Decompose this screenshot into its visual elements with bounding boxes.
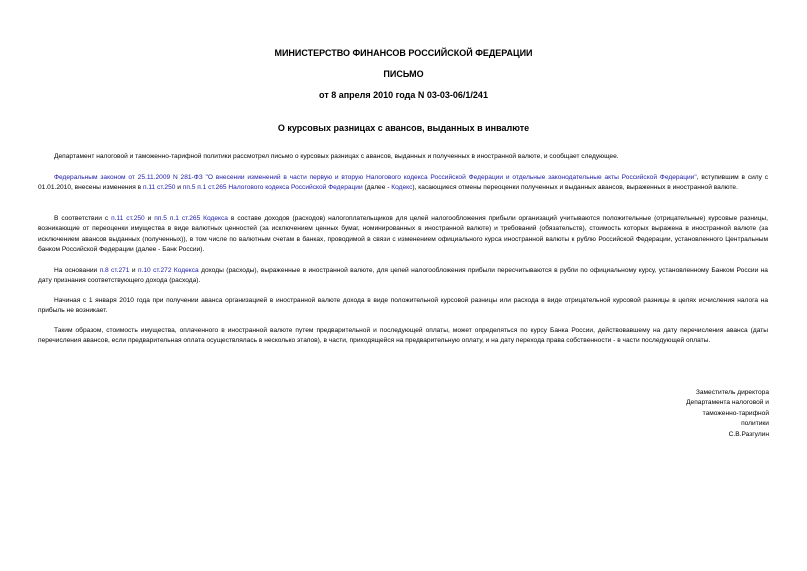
- paragraph-2-text-2: и: [175, 184, 183, 192]
- paragraph-2-text-3: (далее -: [362, 184, 392, 192]
- paragraph-3-text-3: в составе доходов (расходов) налогоплательщиков для целей налогообложения прибыли организаций учитываются положительные (отрицательные) курсовые разницы, возникающие от переоценки имущества в виде валютных ценностей (за исключением ценных бумаг, номинированных в иностранной валюте) и требований (обязательств), стоимость которых выражена в иностранной валюте (за исключением авансов выданных (полученных)), в том числе по валютным счетам в банках, проводимой в связи с изменением официального курса иностранной валюты к рублю Российской Федерации, установленного Центральным банком Российской Федерации (далее - Банк России).: [38, 215, 768, 254]
- date-number-heading: от 8 апреля 2010 года N 03-03-06/1/241: [319, 90, 488, 100]
- paragraph-4: [38, 266, 768, 287]
- doc-type-heading: ПИСЬМО: [383, 69, 424, 79]
- article-272-code-link[interactable]: п.10 ст.272 Кодекса: [137, 267, 199, 274]
- paragraph-2: [38, 173, 768, 194]
- article-265-code-link[interactable]: пп.5 п.1 ст.265 Кодекса: [154, 215, 228, 222]
- paragraph-2-text-1: , вступившим в силу с 01.01.2010, внесены изменения в: [38, 174, 769, 192]
- signature-line-1: Заместитель директора: [695, 389, 769, 396]
- paragraph-4-text-3: доходы (расходы), выраженные в иностранной валюте, для целей налогообложения прибыли пересчитываются в рубли по официальному курсу, установленному Банком России на дату признания соответствующего дохода (расхода).: [38, 267, 768, 285]
- code-link[interactable]: Кодекс: [391, 184, 413, 192]
- paragraph-4-text-2: и: [129, 267, 138, 274]
- signature-line-5: С.В.Разгулин: [728, 430, 769, 438]
- article-265-tax-code-link[interactable]: пп.5 п.1 ст.265 Налогового кодекса Российской Федерации: [182, 184, 363, 192]
- paragraph-4-text-1: На основании: [54, 267, 100, 274]
- signature-block: [609, 388, 769, 440]
- signature-line-4: политики: [741, 420, 769, 428]
- article-271-link[interactable]: п.8 ст.271: [99, 267, 130, 274]
- signature-line-2: Департамента налоговой и: [686, 399, 769, 407]
- paragraph-5: Начиная с 1 января 2010 года при получении аванса организацией в иностранной валюте дохода в виде положительной курсовой разницы или расхода в виде отрицательной курсовой разницы в целях исчисления налога на прибыль не возникает.: [38, 297, 768, 315]
- paragraph-3-text-2: и: [144, 215, 155, 222]
- federal-law-link[interactable]: Федеральным законом от 25.11.2009 N 281-ФЗ "О внесении изменений в части первую и вторую Налогового кодекса Российской Федерации и отдельные законодательные акты Российской Федерации": [54, 174, 697, 181]
- signature-line-3: таможенно-тарифной: [702, 409, 769, 417]
- paragraph-2-text-4: ), касающиеся отмены переоценки полученных и выданных авансов, выраженных в иностранной валюте.: [412, 184, 738, 192]
- subject-heading: О курсовых разницах с авансов, выданных в инвалюте: [277, 123, 530, 133]
- ministry-heading: МИНИСТЕРСТВО ФИНАНСОВ РОССИЙСКОЙ ФЕДЕРАЦИИ: [274, 48, 533, 58]
- paragraph-1: Департамент налоговой и таможенно-тарифной политики рассмотрел письмо о курсовых разницах с авансов, выданных и полученных в иностранной валюте, и сообщает следующее.: [54, 153, 619, 160]
- paragraph-3: [38, 214, 768, 256]
- paragraph-6: Таким образом, стоимость имущества, оплаченного в иностранной валюте путем предварительной и последующей оплаты, может определяться по курсу Банка России, действовавшему на дату перечисления аванса (даты перечисления авансов, если предварительная оплата осуществлялась в несколько этапов), в части, приходящейся на предварительную оплату, и на дату перехода права собственности - в части последующей оплаты.: [38, 327, 768, 345]
- article-250-link[interactable]: п.11 ст.250: [142, 184, 176, 192]
- paragraph-3-text-1: В соответствии с: [54, 215, 112, 222]
- article-250-link-2[interactable]: п.11 ст.250: [111, 215, 145, 222]
